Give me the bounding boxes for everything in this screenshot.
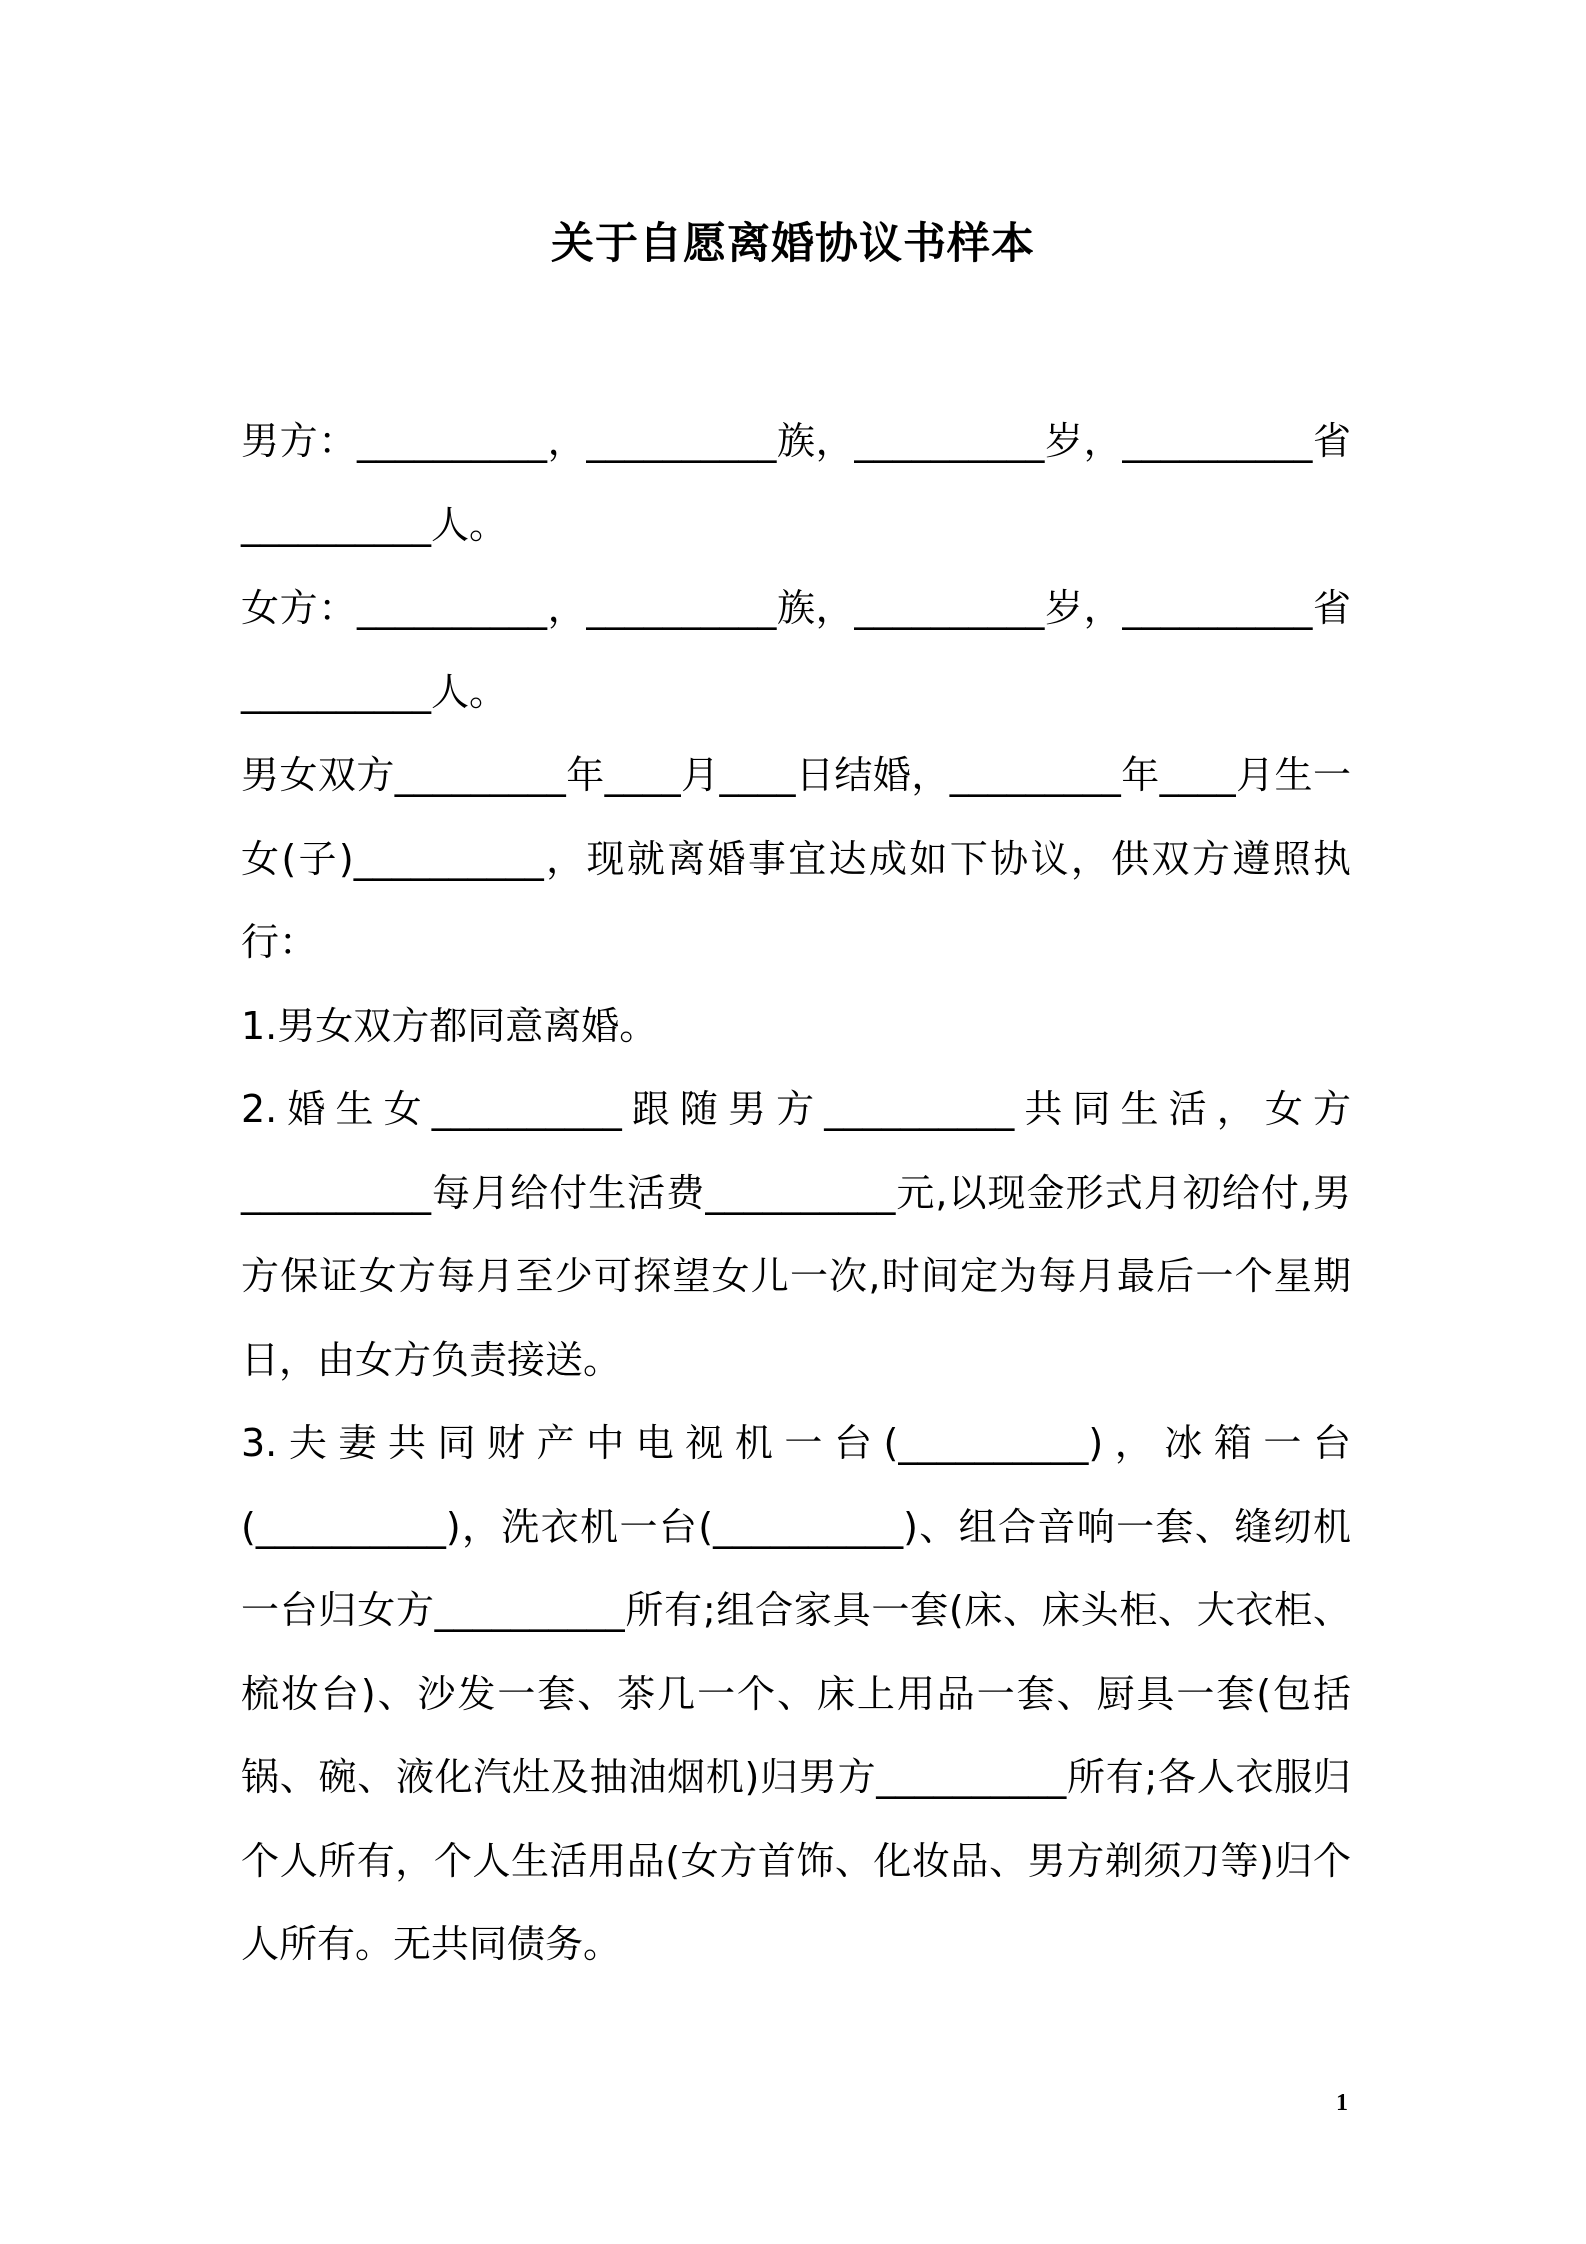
clause-3-property-division: 3.夫妻共同财产中电视机一台(__________)，冰箱一台(__________)，洗衣机一台(__________)、组合音响一套、缝纫机一台归女方__________所有;组合家具一套(床、床头柜、大衣柜、梳妆台)、沙发一套、茶几一个、床上用品一套、厨具一套(包括锅、碗、液化汽灶及抽油烟机)归男方__________所有;各人衣服归个人所有，个人生活用品(女方首饰、化妆品、男方剃须刀等)归个人所有。无共同债务。 bbox=[241, 1421, 1351, 1966]
paragraph-male-party: 男方：__________，__________族，__________岁，__________省__________人。 bbox=[241, 419, 1351, 547]
paragraph-female-party: 女方：__________，__________族，__________岁，__________省__________人。 bbox=[241, 586, 1351, 714]
document-title: 关于自愿离婚协议书样本 bbox=[551, 219, 1035, 269]
paragraph-marriage-info: 男女双方_________年____月____日结婚，_________年____月生一女(子)__________，现就离婚事宜达成如下协议，供双方遵照执行： bbox=[241, 753, 1351, 964]
page-number: 1 bbox=[1336, 2090, 1348, 2116]
clause-1-divorce-consent: 1.男女双方都同意离婚。 bbox=[241, 1003, 658, 1048]
document-body bbox=[241, 400, 1351, 1987]
clause-2-child-custody: 2.婚生女__________跟随男方__________共同生活，女方__________每月给付生活费__________元,以现金形式月初给付,男方保证女方每月至少可探望女儿一次,时间定为每月最后一个星期日，由女方负责接送。 bbox=[241, 1087, 1351, 1382]
